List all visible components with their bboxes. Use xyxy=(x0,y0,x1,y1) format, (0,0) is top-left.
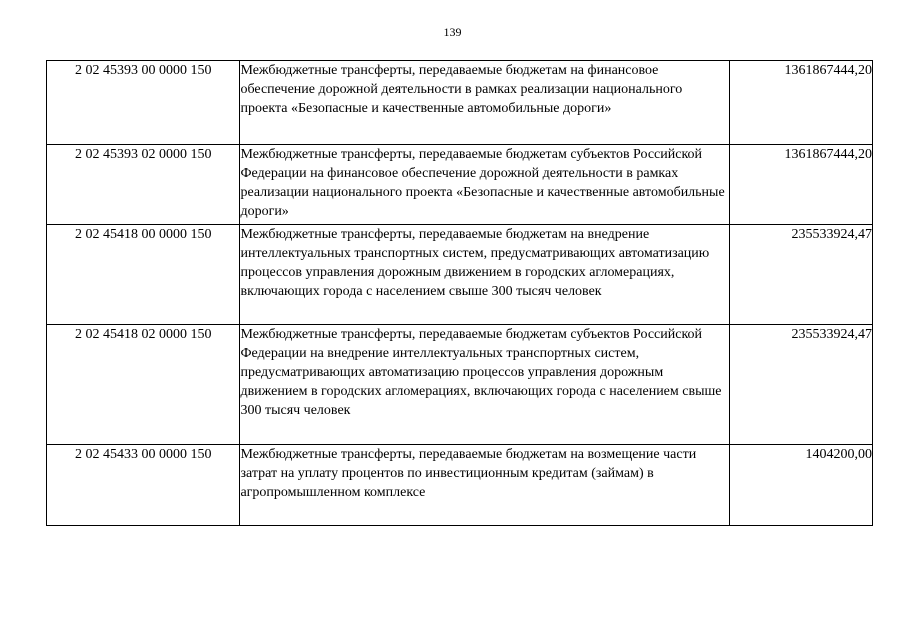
table-row xyxy=(47,445,873,526)
description-cell: Межбюджетные трансферты, передаваемые бюджетам на внедрение интеллектуальных транспортных систем, предусматривающих автоматизацию процессов управления дорожным движением в городских агломерациях, включающих города с населением свыше 300 тысяч человек xyxy=(240,225,729,325)
description-cell: Межбюджетные трансферты, передаваемые бюджетам на возмещение части затрат на уплату процентов по инвестиционным кредитам (займам) в агропромышленном комплексе xyxy=(240,445,729,526)
table-row xyxy=(47,225,873,325)
description-cell: Межбюджетные трансферты, передаваемые бюджетам субъектов Российской Федерации на финансовое обеспечение дорожной деятельности в рамках реализации национального проекта «Безопасные и качественные автомобильные дороги» xyxy=(240,145,729,225)
table-row xyxy=(47,325,873,445)
budget-revenue-table xyxy=(46,60,873,526)
budget-code-cell: 2 02 45418 00 0000 150 xyxy=(47,225,240,325)
description-cell: Межбюджетные трансферты, передаваемые бюджетам на финансовое обеспечение дорожной деятельности в рамках реализации национального проекта «Безопасные и качественные автомобильные дороги» xyxy=(240,61,729,145)
budget-code-cell: 2 02 45393 00 0000 150 xyxy=(47,61,240,145)
table-row xyxy=(47,145,873,225)
amount-cell: 1361867444,20 xyxy=(729,145,872,225)
table-row xyxy=(47,61,873,145)
amount-cell: 235533924,47 xyxy=(729,325,872,445)
amount-cell: 1404200,00 xyxy=(729,445,872,526)
budget-code-cell: 2 02 45393 02 0000 150 xyxy=(47,145,240,225)
amount-cell: 235533924,47 xyxy=(729,225,872,325)
description-cell: Межбюджетные трансферты, передаваемые бюджетам субъектов Российской Федерации на внедрение интеллектуальных транспортных систем, предусматривающих автоматизацию процессов управления дорожным движением в городских агломерациях, включающих города с населением свыше 300 тысяч человек xyxy=(240,325,729,445)
budget-code-cell: 2 02 45433 00 0000 150 xyxy=(47,445,240,526)
amount-cell: 1361867444,20 xyxy=(729,61,872,145)
budget-code-cell: 2 02 45418 02 0000 150 xyxy=(47,325,240,445)
page-number: 139 xyxy=(443,25,462,39)
